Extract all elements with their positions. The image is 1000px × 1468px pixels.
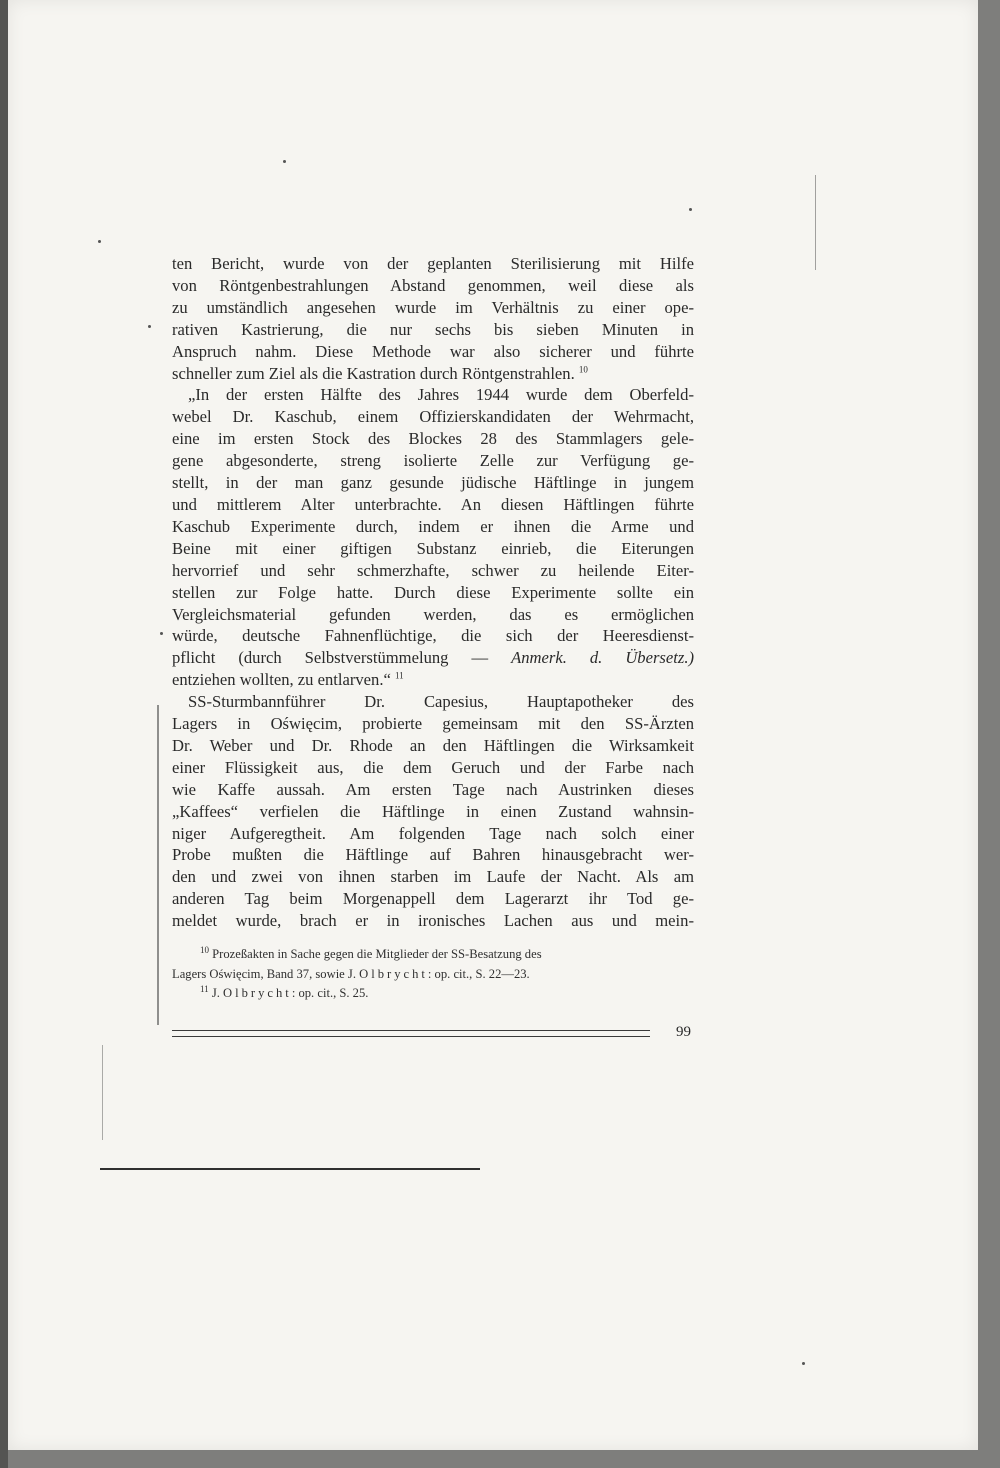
text-line: stellen zur Folge hatte. Durch diese Experimente sollte ein — [172, 582, 694, 602]
text-line: Dr. Weber und Dr. Rhode an den Häftlingen die Wirksamkeit — [172, 735, 694, 755]
translator-note: Anmerk. d. Übersetz.) — [511, 648, 694, 668]
dust-speck — [802, 1362, 805, 1365]
text-line-with-ref — [172, 669, 694, 691]
text-line: ten Bericht, wurde von der geplanten Sterilisierung mit Hilfe — [172, 254, 694, 273]
text-line: und mittlerem Alter unterbrachte. An diesen Häftlingen führte — [172, 494, 694, 514]
dust-speck — [148, 325, 151, 328]
dust-speck — [160, 632, 163, 635]
text-line: gene abgesonderte, streng isolierte Zelle zur Verfügung ge- — [172, 451, 694, 471]
dust-speck — [98, 240, 101, 243]
text-line: Vergleichsmaterial gefunden werden, das es ermöglichen — [172, 604, 694, 624]
text-line: SS-Sturmbannführer Dr. Capesius, Hauptapotheker des — [188, 692, 694, 712]
footnote-text: : op. cit., S. 22—23. — [427, 966, 530, 981]
text-fragment: pflicht (durch Selbstverstümmelung — — [172, 648, 512, 668]
text-line: zu umständlich angesehen wurde im Verhältnis zu einer ope- — [172, 297, 694, 317]
paragraph-2 — [172, 384, 694, 691]
text-line: einer Flüssigkeit aus, die dem Geruch und der Farbe nach — [172, 757, 694, 777]
text-line: Lagers in Oświęcim, probierte gemeinsam mit den SS-Ärzten — [172, 714, 694, 734]
page-number: 99 — [676, 1024, 691, 1040]
text-line: Probe mußten die Häftlinge auf Bahren hinausgebracht wer- — [172, 845, 694, 865]
text-line: entziehen wollten, zu entlarven.“ — [172, 670, 391, 690]
footnote-11 — [172, 984, 694, 1004]
text-line: rativen Kastrierung, die nur sechs bis sieben Minuten in — [172, 319, 694, 339]
text-line-with-ref — [172, 363, 694, 385]
margin-shadow-line — [815, 175, 816, 270]
text-line: „In der ersten Hälfte des Jahres 1944 wurde dem Oberfeld- — [188, 385, 694, 405]
footnote-ref-11: 11 — [395, 670, 404, 681]
footnote-number: 10 — [200, 944, 209, 955]
paragraph-1 — [172, 253, 694, 384]
text-line: meldet wurde, brach er in ironisches Lachen aus und mein- — [172, 911, 694, 931]
text-line: den und zwei von ihnen starben im Laufe der Nacht. Als am — [172, 867, 694, 887]
text-line: wie Kaffe aussah. Am ersten Tage nach Austrinken dieses — [172, 779, 694, 799]
footer-rule-bottom — [172, 1036, 650, 1037]
paragraph-3 — [172, 691, 694, 932]
footnote-author: Olbrycht — [223, 986, 292, 1001]
footnote-number: 11 — [200, 984, 209, 994]
footnote-text: : op. cit., S. 25. — [291, 986, 369, 1001]
body-text — [172, 253, 694, 932]
footnote-10-line-2 — [172, 965, 694, 985]
margin-shadow-line — [102, 1045, 103, 1140]
text-line: niger Aufgeregtheit. Am folgenden Tage nach solch einer — [172, 823, 694, 843]
text-line: von Röntgenbestrahlungen Abstand genommen, weil diese als — [172, 275, 694, 295]
text-line: stellt, in der man ganz gesunde jüdische Häftlinge in jungem — [172, 473, 694, 493]
footnote-10-line-1 — [172, 945, 694, 965]
footnote-text: Prozeßakten in Sache gegen die Mitglieder der SS-Besatzung des — [212, 947, 542, 961]
page-bottom-edge-line — [100, 1168, 480, 1170]
text-line: webel Dr. Kaschub, einem Offizierskandidaten der Wehrmacht, — [172, 407, 694, 427]
footnotes — [172, 945, 694, 1004]
text-line-italic-note — [172, 647, 694, 669]
text-line: anderen Tag beim Morgenappell dem Lagerarzt ihr Tod ge- — [172, 889, 694, 909]
book-spine-shadow — [0, 0, 8, 1468]
text-line: eine im ersten Stock des Blockes 28 des Stammlagers gele- — [172, 429, 694, 449]
footnote-text: Lagers Oświęcim, Band 37, sowie J. — [172, 966, 360, 981]
footer-rule-top — [172, 1030, 650, 1031]
text-line: Kaschub Experimente durch, indem er ihnen die Arme und — [172, 516, 694, 536]
footnote-ref-10: 10 — [578, 364, 588, 374]
footnote-text: J. — [211, 986, 224, 1001]
text-line: „Kaffees“ verfielen die Häftlinge in einen Zustand wahnsin- — [172, 801, 694, 821]
text-line: schneller zum Ziel als die Kastration durch Röntgenstrahlen. — [172, 363, 575, 383]
text-line: hervorrief und sehr schmerzhafte, schwer zu heilende Eiter- — [172, 560, 694, 580]
text-line: Anspruch nahm. Diese Methode war also sicherer und führte — [172, 341, 694, 361]
text-line: Beine mit einer giftigen Substanz einrieb, die Eiterungen — [172, 538, 694, 558]
text-line: würde, deutsche Fahnenflüchtige, die sich der Heeresdienst- — [172, 626, 694, 646]
dust-speck — [283, 160, 286, 163]
dust-speck — [689, 208, 692, 211]
footnote-author: Olbrycht — [359, 966, 428, 981]
margin-pencil-line — [157, 705, 159, 1025]
